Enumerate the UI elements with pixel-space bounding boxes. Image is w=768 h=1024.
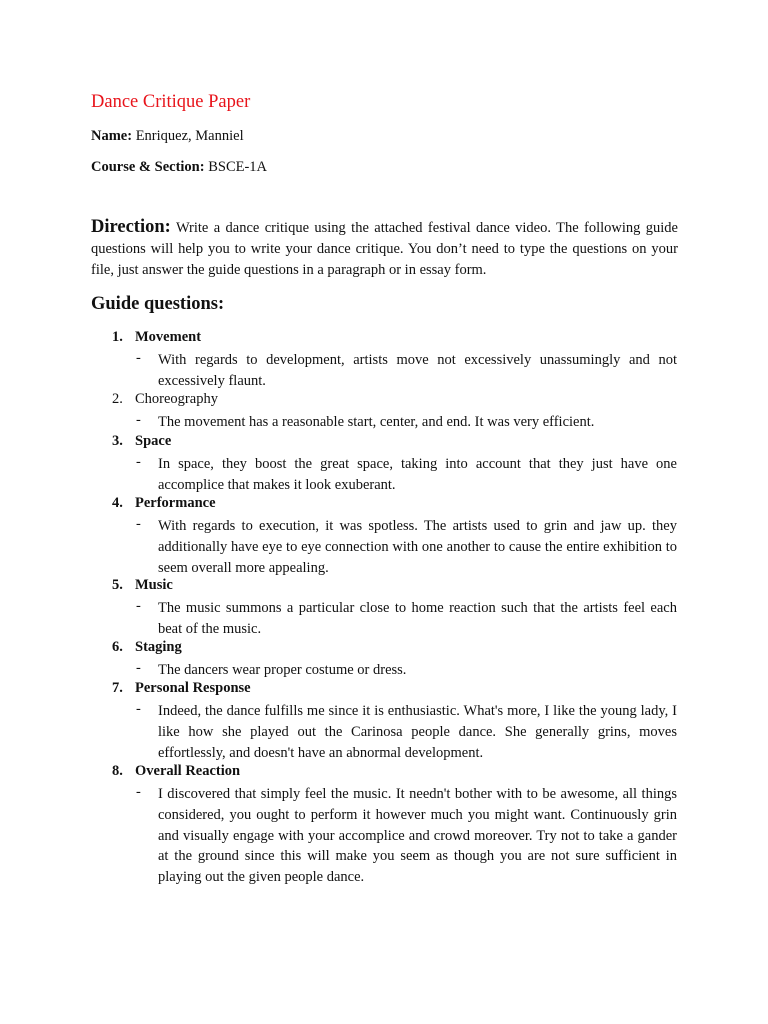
name-value: Enriquez, Manniel: [135, 128, 244, 144]
answer-text: I discovered that simply feel the music. It needn't bother with to be awesome, all things considered, you ought to perform it however much you might want. Continuously grin and visually engage with your accomplice and crowd moreover. Try not to take a gander at the ground since this will make you seem as though you are not sure sufficient in playing out the given people dance.: [158, 786, 677, 886]
answer-dash: -: [136, 784, 141, 800]
question-label: Choreography: [135, 391, 218, 407]
answer-dash: -: [136, 660, 141, 676]
guide-questions-heading: Guide questions:: [91, 294, 225, 314]
answer-dash: -: [136, 454, 141, 470]
answer-text: The movement has a reasonable start, center, and end. It was very efficient.: [158, 414, 595, 430]
answer-dash: -: [136, 412, 141, 428]
question-number: 6.: [112, 639, 123, 655]
question-number: 1.: [112, 329, 123, 345]
question-label: Personal Response: [135, 680, 251, 696]
answer-text: The dancers wear proper costume or dress.: [158, 662, 407, 678]
answer-dash: -: [136, 350, 141, 366]
course-label: Course & Section:: [91, 159, 205, 175]
question-label: Performance: [135, 495, 216, 511]
question-number: 8.: [112, 763, 123, 779]
course-value: BSCE-1A: [208, 159, 268, 175]
question-number: 2.: [112, 391, 123, 407]
question-number: 5.: [112, 577, 123, 593]
question-label: Space: [135, 433, 172, 449]
question-label: Movement: [135, 329, 202, 345]
question-number: 3.: [112, 433, 123, 449]
question-label: Overall Reaction: [135, 763, 241, 779]
question-label: Music: [135, 577, 173, 593]
direction-label: Direction:: [91, 217, 171, 237]
answer-dash: -: [136, 598, 141, 614]
direction-text: Write a dance critique using the attached festival dance video. The following guide questions will help you to write your dance critique. You don’t need to type the questions on your file, just answer the guide questions in a paragraph or in essay form.: [91, 220, 678, 278]
document-title: Dance Critique Paper: [91, 92, 251, 112]
answer-dash: -: [136, 701, 141, 717]
answer-text: With regards to execution, it was spotless. The artists used to grin and jaw up. they additionally have eye to eye connection with one another to cause the entire exhibition to seem overall more appealing.: [158, 518, 677, 576]
answer-text: The music summons a particular close to home reaction such that the artists feel each beat of the music.: [158, 600, 677, 637]
question-label: Staging: [135, 639, 182, 655]
question-number: 4.: [112, 495, 123, 511]
name-label: Name:: [91, 128, 133, 144]
answer-text: In space, they boost the great space, taking into account that they just have one accomplice that makes it look exuberant.: [158, 456, 677, 493]
answer-text: With regards to development, artists move not excessively unassumingly and not excessively flaunt.: [158, 352, 677, 389]
question-number: 7.: [112, 680, 123, 696]
answer-dash: -: [136, 516, 141, 532]
answer-text: Indeed, the dance fulfills me since it is enthusiastic. What's more, I like the young lady, I like how she played out the Carinosa people dance. She generally grins, moves effortlessly, and doesn't have an abnormal development.: [158, 703, 677, 761]
